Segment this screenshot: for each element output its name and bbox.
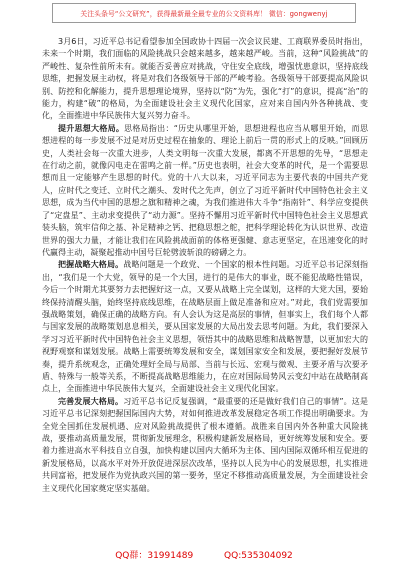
promo-banner: [52, 3, 356, 23]
banner-text: 关注头条号“公文研究”，获得最新最全最专业的公文资料库！: [80, 10, 267, 18]
qq-group: QQ群：31991489: [115, 551, 194, 561]
article-body: [42, 36, 368, 536]
contact-footer: [0, 548, 408, 561]
paragraph-development: [42, 396, 368, 495]
paragraph-strategy: [42, 259, 368, 395]
paragraph-body: 习近平总书记反复强调，“最重要的还是做好我们自己的事情”。这是习近平总书记深刻把握国际国内大势，对如何推进改革发展稳定各项工作提出明确要求。为全党全国抓住发展机遇、应对风险挑战提供了根本遵循。战胜来自国内外各种重大风险挑战，要推动高质量发展，贯彻新发展理念，积极构建新发展格局，更好统筹发展和安全。要着力推进高水平科技自立自强，加快构建以国内大循环为主体、国内国际双循环相互促进的新发展格局，以高水平对外开放促进深层次改革，坚持以人民为中心的发展思想，扎实推进共同富裕，把发展作为党执政兴国的第一要务，坚定不移推动高质量发展，为全面建设社会主义现代化国家奠定坚实基础。: [42, 396, 368, 493]
paragraph-intro: [42, 36, 368, 123]
section-heading: 提升思想大格局。: [58, 123, 125, 133]
section-heading: 完善发展大格局。: [58, 396, 124, 406]
qq-number: QQ:535304092: [224, 551, 293, 561]
paragraph-body: 思格局指出：“历史从哪里开始，思想进程也应当从哪里开始，而思想进程的每一步发展不过是对历史过程在抽象的、理论上前后一贯的形式上的反映。”回顾历史，人类社会每一次重大进步，人类文明每一次重大发展，都离不开思想的先导，“思想走在行动之前，就像闪电走在雷鸣之前一样。”历史也表明，社会大变革的时代，是一个需要思想而且一定能够产生思想的时代。党的十八大以来，习近平同志为主要代表的中国共产党人，应时代之变迁、立时代之潮头、发时代之先声，创立了习近平新时代中国特色社会主义思想，成为当代中国的思想之旗和精神之魂，为我们推进伟大斗争“指南针”、科学应变提供了“定盘星”、主动求变提供了“动力源”。坚持不懈用习近平新时代中国特色社会主义思想武装头脑，筑牢信仰之基、补足精神之钙、把稳思想之舵，把科学理论转化为认识世界、改造世界的强大力量，才能让我们在风险挑战面前的体格更强健、意志更坚定，在迅速变化的时代赢得主动，凝聚起推动中国号巨轮劈波斩浪的磅礴之力。: [42, 123, 368, 257]
paragraph-thought: [42, 123, 368, 259]
banner-wechat: 微信：gongwenyj: [268, 10, 328, 18]
paragraph-body: 3月6日，习近平总书记看望参加全国政协十四届一次会议民建、工商联界委员时指出，未来一个时期，我们面临的风险挑战只会越来越多，越来越严峻。当前，这种“风险挑战”的严峻性、复杂性前所未有。就能否妥善应对挑战，守住安全底线，增强忧患意识，坚持底线思维，把握发展主动权，将是对我们各级领导干部的严峻考验。各级领导干部要提高风险识别、防控和化解能力，提升思想理论境界，坚持以“防”为先，强化“打”的意识，提高“治”的能力，构建“破”的格局，为全面建设社会主义现代化国家，应对来自国内外各种挑战、变化，全面推进中华民族伟大复兴努力奋斗。: [42, 37, 368, 121]
section-heading: 把握战略大格局。: [58, 260, 124, 270]
paragraph-body: 战略问题是一个政党、一个国家的根本性问题。习近平总书记深刻指出，“我们是一个大党，领导的是一个大国，进行的是伟大的事业，既不能犯战略性错误，今后一个时期尤其要努力去把握好这一点，又要从战略上完全谋划，这样的大党大国，要始终保持清醒头脑，始终坚持底线思维，在战略层面上做足准备和应对。”对此，我们党需要加强战略策划，确保正确的战略方向。有人会认为这是高层的事情，但事实上，我们每个人都与国家发展的战略策划息息相关，要从国家发展的大局出发去思考问题。为此，我们要深入学习习近平新时代中国特色社会主义思想，领悟其中的战略思维和战略智慧，以更加宏大的视野观察和谋划发展。战略上需要统筹发展和安全，谋划国家安全和发展，要把握好发展节奏，提升系统观念，正确处理好全局与局部、当前与长远、宏观与微观、主要矛盾与次要矛盾、特殊与一般等关系，不断提高战略思维能力，在应对国际局势风云变幻中站在战略制高点上，全面推进中华民族伟大复兴，全面建设社会主义现代化国家。: [42, 260, 368, 394]
